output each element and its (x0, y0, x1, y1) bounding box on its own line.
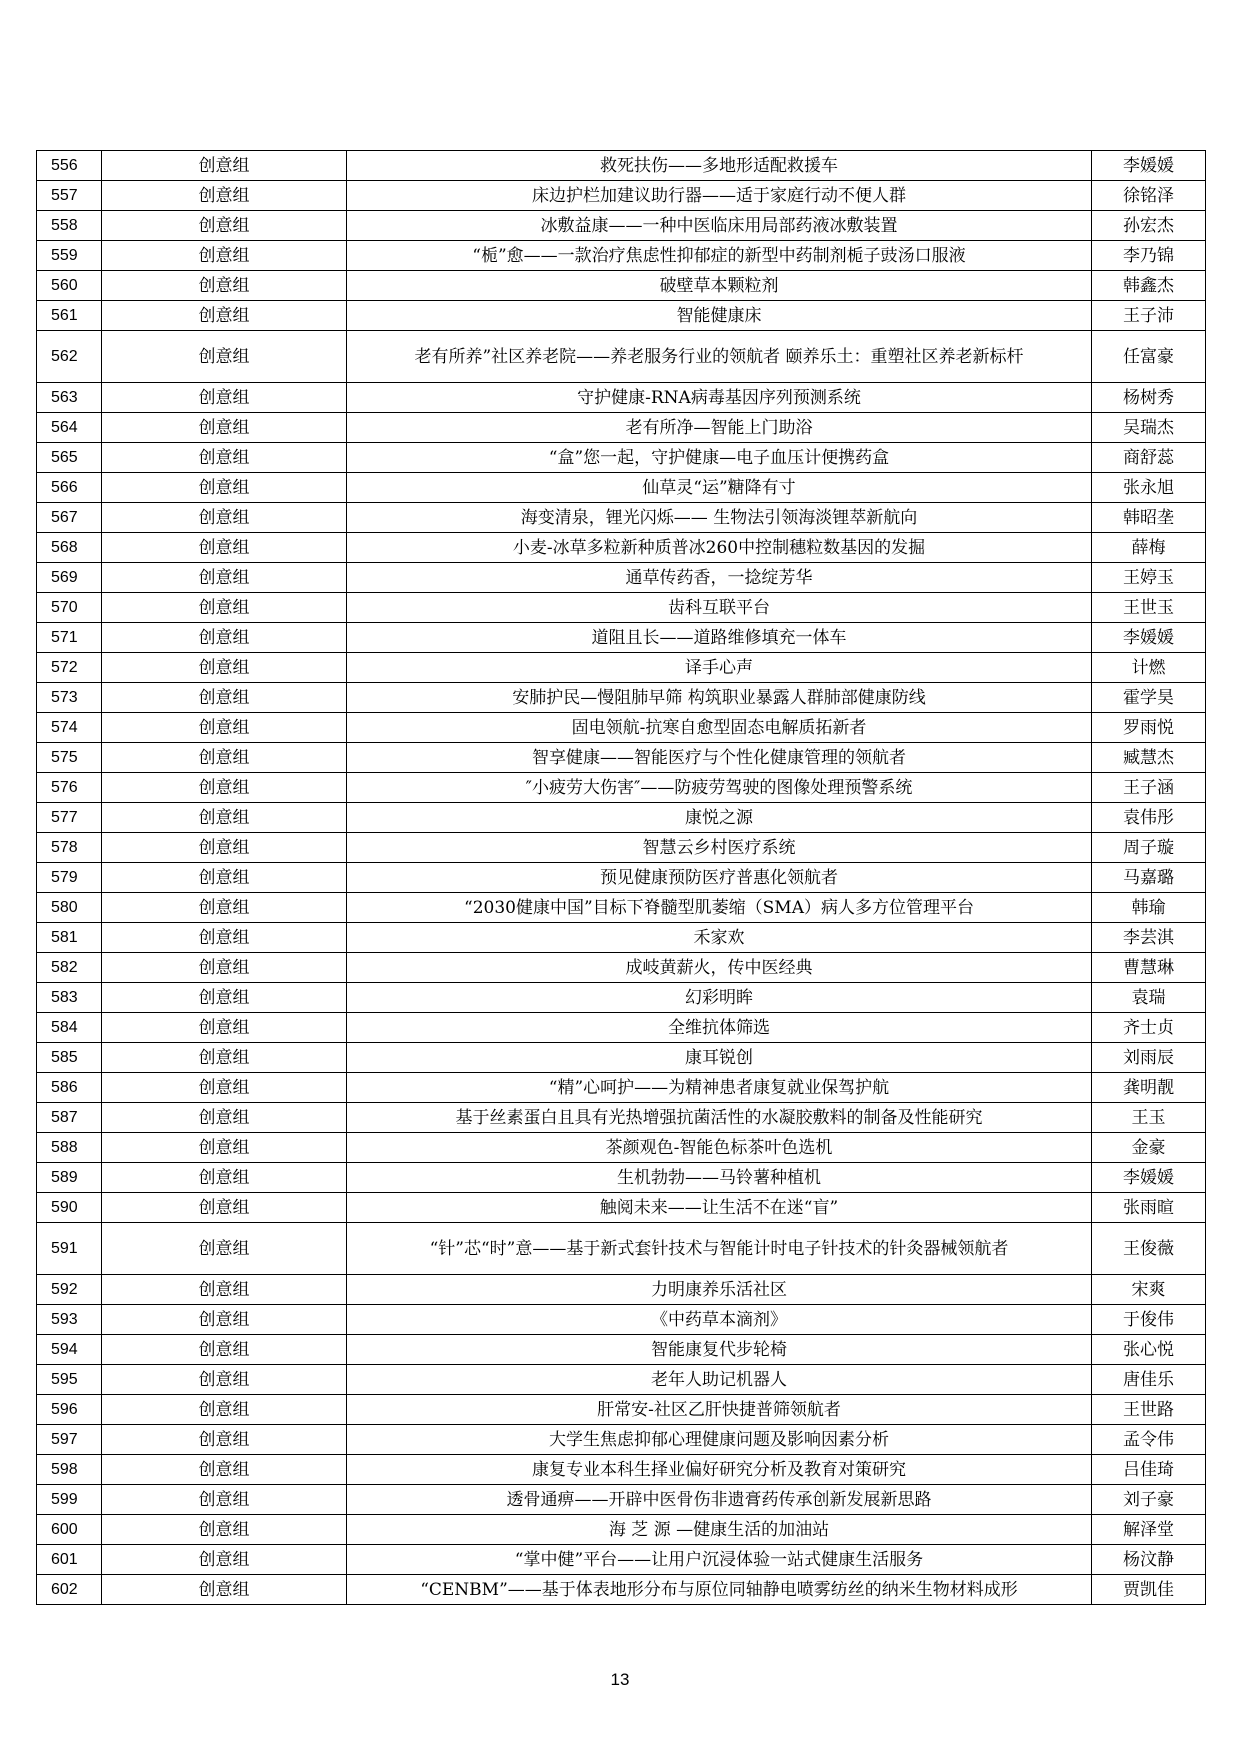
project-name-cell: 老有所净—智能上门助浴 (347, 413, 1092, 443)
row-number-cell: 599 (37, 1485, 102, 1515)
table-row (37, 923, 1206, 953)
group-cell: 创意组 (102, 211, 347, 241)
project-name-cell: 智慧云乡村医疗系统 (347, 833, 1092, 863)
table-body (37, 151, 1206, 1605)
table-row (37, 1133, 1206, 1163)
table-row (37, 1515, 1206, 1545)
group-cell: 创意组 (102, 563, 347, 593)
leader-name-cell: 李媛媛 (1092, 151, 1206, 181)
group-cell: 创意组 (102, 1223, 347, 1275)
leader-name-cell: 计燃 (1092, 653, 1206, 683)
project-name-cell: 力明康养乐活社区 (347, 1275, 1092, 1305)
leader-name-cell: 吕佳琦 (1092, 1455, 1206, 1485)
project-name-cell: 床边护栏加建议助行器——适于家庭行动不便人群 (347, 181, 1092, 211)
project-name-cell: “盒”您一起，守护健康—电子血压计便携药盒 (347, 443, 1092, 473)
table-row (37, 953, 1206, 983)
table-row (37, 473, 1206, 503)
project-name-cell: “2030健康中国”目标下脊髓型肌萎缩（SMA）病人多方位管理平台 (347, 893, 1092, 923)
table-row (37, 1545, 1206, 1575)
group-cell: 创意组 (102, 181, 347, 211)
table-row (37, 713, 1206, 743)
row-number-cell: 558 (37, 211, 102, 241)
table-row (37, 683, 1206, 713)
row-number-cell: 574 (37, 713, 102, 743)
group-cell: 创意组 (102, 1425, 347, 1455)
group-cell: 创意组 (102, 1133, 347, 1163)
table-row (37, 443, 1206, 473)
group-cell: 创意组 (102, 713, 347, 743)
table-row (37, 833, 1206, 863)
group-cell: 创意组 (102, 151, 347, 181)
leader-name-cell: 刘雨辰 (1092, 1043, 1206, 1073)
row-number-cell: 588 (37, 1133, 102, 1163)
leader-name-cell: 张雨暄 (1092, 1193, 1206, 1223)
leader-name-cell: 王子沛 (1092, 301, 1206, 331)
project-name-cell: 预见健康预防医疗普惠化领航者 (347, 863, 1092, 893)
leader-name-cell: 张心悦 (1092, 1335, 1206, 1365)
project-name-cell: 译手心声 (347, 653, 1092, 683)
project-name-cell: 成岐黄薪火，传中医经典 (347, 953, 1092, 983)
leader-name-cell: 任富豪 (1092, 331, 1206, 383)
project-name-cell: 救死扶伤——多地形适配救援车 (347, 151, 1092, 181)
row-number-cell: 556 (37, 151, 102, 181)
group-cell: 创意组 (102, 1163, 347, 1193)
group-cell: 创意组 (102, 983, 347, 1013)
row-number-cell: 586 (37, 1073, 102, 1103)
project-name-cell: “掌中健”平台——让用户沉浸体验一站式健康生活服务 (347, 1545, 1092, 1575)
project-name-cell: 安肺护民—慢阻肺早筛 构筑职业暴露人群肺部健康防线 (347, 683, 1092, 713)
table-row (37, 1335, 1206, 1365)
table-row (37, 1365, 1206, 1395)
project-name-cell: “精”心呵护——为精神患者康复就业保驾护航 (347, 1073, 1092, 1103)
row-number-cell: 590 (37, 1193, 102, 1223)
row-number-cell: 567 (37, 503, 102, 533)
group-cell: 创意组 (102, 473, 347, 503)
table-row (37, 1425, 1206, 1455)
project-name-cell: 大学生焦虑抑郁心理健康问题及影响因素分析 (347, 1425, 1092, 1455)
group-cell: 创意组 (102, 623, 347, 653)
group-cell: 创意组 (102, 833, 347, 863)
group-cell: 创意组 (102, 301, 347, 331)
project-name-cell: 康耳锐创 (347, 1043, 1092, 1073)
project-name-cell: 老年人助记机器人 (347, 1365, 1092, 1395)
table-row (37, 893, 1206, 923)
row-number-cell: 557 (37, 181, 102, 211)
group-cell: 创意组 (102, 953, 347, 983)
leader-name-cell: 韩鑫杰 (1092, 271, 1206, 301)
table-row (37, 413, 1206, 443)
group-cell: 创意组 (102, 1103, 347, 1133)
leader-name-cell: 王俊薇 (1092, 1223, 1206, 1275)
table-row (37, 743, 1206, 773)
project-name-cell: “CENBM”——基于体表地形分布与原位同轴静电喷雾纺丝的纳米生物材料成形 (347, 1575, 1092, 1605)
row-number-cell: 591 (37, 1223, 102, 1275)
table-row (37, 331, 1206, 383)
project-name-cell: 生机勃勃——马铃薯种植机 (347, 1163, 1092, 1193)
table-row (37, 1305, 1206, 1335)
leader-name-cell: 李乃锦 (1092, 241, 1206, 271)
leader-name-cell: 宋爽 (1092, 1275, 1206, 1305)
row-number-cell: 594 (37, 1335, 102, 1365)
group-cell: 创意组 (102, 1455, 347, 1485)
project-name-cell: 固电领航-抗寒自愈型固态电解质拓新者 (347, 713, 1092, 743)
project-name-cell: 触阅未来——让生活不在迷“盲” (347, 1193, 1092, 1223)
leader-name-cell: 张永旭 (1092, 473, 1206, 503)
leader-name-cell: 臧慧杰 (1092, 743, 1206, 773)
group-cell: 创意组 (102, 443, 347, 473)
group-cell: 创意组 (102, 893, 347, 923)
row-number-cell: 572 (37, 653, 102, 683)
project-name-cell: 幻彩明眸 (347, 983, 1092, 1013)
row-number-cell: 589 (37, 1163, 102, 1193)
leader-name-cell: 罗雨悦 (1092, 713, 1206, 743)
row-number-cell: 569 (37, 563, 102, 593)
row-number-cell: 570 (37, 593, 102, 623)
row-number-cell: 595 (37, 1365, 102, 1395)
project-name-cell: ″小疲劳大伤害″——防疲劳驾驶的图像处理预警系统 (347, 773, 1092, 803)
project-name-cell: 智能康复代步轮椅 (347, 1335, 1092, 1365)
group-cell: 创意组 (102, 1515, 347, 1545)
group-cell: 创意组 (102, 503, 347, 533)
group-cell: 创意组 (102, 383, 347, 413)
project-name-cell: 肝常安-社区乙肝快捷普筛领航者 (347, 1395, 1092, 1425)
leader-name-cell: 龚明靓 (1092, 1073, 1206, 1103)
leader-name-cell: 解泽堂 (1092, 1515, 1206, 1545)
project-name-cell: 全维抗体筛选 (347, 1013, 1092, 1043)
leader-name-cell: 徐铭泽 (1092, 181, 1206, 211)
group-cell: 创意组 (102, 533, 347, 563)
table-row (37, 803, 1206, 833)
row-number-cell: 583 (37, 983, 102, 1013)
project-name-cell: 破壁草本颗粒剂 (347, 271, 1092, 301)
row-number-cell: 600 (37, 1515, 102, 1545)
project-name-cell: 智能健康床 (347, 301, 1092, 331)
project-name-cell: “针”芯“时”意——基于新式套针技术与智能计时电子针技术的针灸器械领航者 (347, 1223, 1092, 1275)
leader-name-cell: 袁瑞 (1092, 983, 1206, 1013)
table-row (37, 1163, 1206, 1193)
page-number: 13 (610, 1670, 630, 1689)
group-cell: 创意组 (102, 1395, 347, 1425)
leader-name-cell: 韩瑜 (1092, 893, 1206, 923)
project-name-cell: 《中药草本滴剂》 (347, 1305, 1092, 1335)
project-name-cell: 海 芝 源 —健康生活的加油站 (347, 1515, 1092, 1545)
project-name-cell: 道阻且长——道路维修填充一体车 (347, 623, 1092, 653)
group-cell: 创意组 (102, 413, 347, 443)
table-row (37, 1223, 1206, 1275)
table-row (37, 1043, 1206, 1073)
table-row (37, 653, 1206, 683)
table-row (37, 211, 1206, 241)
row-number-cell: 566 (37, 473, 102, 503)
row-number-cell: 601 (37, 1545, 102, 1575)
leader-name-cell: 唐佳乐 (1092, 1365, 1206, 1395)
table-row (37, 1395, 1206, 1425)
leader-name-cell: 周子璇 (1092, 833, 1206, 863)
project-name-cell: 透骨通痹——开辟中医骨伤非遗膏药传承创新发展新思路 (347, 1485, 1092, 1515)
project-name-cell: 小麦-冰草多粒新种质普冰260中控制穗粒数基因的发掘 (347, 533, 1092, 563)
row-number-cell: 584 (37, 1013, 102, 1043)
row-number-cell: 561 (37, 301, 102, 331)
row-number-cell: 579 (37, 863, 102, 893)
leader-name-cell: 曹慧琳 (1092, 953, 1206, 983)
group-cell: 创意组 (102, 1365, 347, 1395)
project-name-cell: “栀”愈——一款治疗焦虑性抑郁症的新型中药制剂栀子豉汤口服液 (347, 241, 1092, 271)
group-cell: 创意组 (102, 863, 347, 893)
row-number-cell: 593 (37, 1305, 102, 1335)
table-row (37, 593, 1206, 623)
table-row (37, 533, 1206, 563)
group-cell: 创意组 (102, 331, 347, 383)
group-cell: 创意组 (102, 923, 347, 953)
row-number-cell: 564 (37, 413, 102, 443)
project-name-cell: 康复专业本科生择业偏好研究分析及教育对策研究 (347, 1455, 1092, 1485)
group-cell: 创意组 (102, 683, 347, 713)
row-number-cell: 565 (37, 443, 102, 473)
project-name-cell: 康悦之源 (347, 803, 1092, 833)
group-cell: 创意组 (102, 1575, 347, 1605)
table-row (37, 773, 1206, 803)
group-cell: 创意组 (102, 743, 347, 773)
leader-name-cell: 王玉 (1092, 1103, 1206, 1133)
row-number-cell: 587 (37, 1103, 102, 1133)
project-name-cell: 禾家欢 (347, 923, 1092, 953)
group-cell: 创意组 (102, 1193, 347, 1223)
table-row (37, 1575, 1206, 1605)
table-row (37, 1193, 1206, 1223)
row-number-cell: 597 (37, 1425, 102, 1455)
leader-name-cell: 袁伟彤 (1092, 803, 1206, 833)
group-cell: 创意组 (102, 1545, 347, 1575)
leader-name-cell: 马嘉璐 (1092, 863, 1206, 893)
project-name-cell: 基于丝素蛋白且具有光热增强抗菌活性的水凝胶敷料的制备及性能研究 (347, 1103, 1092, 1133)
leader-name-cell: 王世玉 (1092, 593, 1206, 623)
leader-name-cell: 孙宏杰 (1092, 211, 1206, 241)
table-row (37, 383, 1206, 413)
leader-name-cell: 李媛媛 (1092, 1163, 1206, 1193)
project-name-cell: 仙草灵“运”糖降有寸 (347, 473, 1092, 503)
table-row (37, 1275, 1206, 1305)
row-number-cell: 596 (37, 1395, 102, 1425)
project-name-cell: 茶颜观色-智能色标茶叶色选机 (347, 1133, 1092, 1163)
award-list-table (36, 150, 1206, 1605)
group-cell: 创意组 (102, 773, 347, 803)
leader-name-cell: 齐士贞 (1092, 1013, 1206, 1043)
project-name-cell: 老有所养”社区养老院——养老服务行业的领航者 颐养乐土：重塑社区养老新标杆 (347, 331, 1092, 383)
row-number-cell: 576 (37, 773, 102, 803)
table-row (37, 503, 1206, 533)
table-row (37, 863, 1206, 893)
table-row (37, 623, 1206, 653)
leader-name-cell: 霍学昊 (1092, 683, 1206, 713)
row-number-cell: 578 (37, 833, 102, 863)
table-row (37, 1073, 1206, 1103)
project-name-cell: 齿科互联平台 (347, 593, 1092, 623)
group-cell: 创意组 (102, 1073, 347, 1103)
leader-name-cell: 杨汶静 (1092, 1545, 1206, 1575)
project-name-cell: 通草传药香，一捻绽芳华 (347, 563, 1092, 593)
group-cell: 创意组 (102, 803, 347, 833)
group-cell: 创意组 (102, 1043, 347, 1073)
row-number-cell: 571 (37, 623, 102, 653)
group-cell: 创意组 (102, 1305, 347, 1335)
group-cell: 创意组 (102, 1335, 347, 1365)
leader-name-cell: 李媛媛 (1092, 623, 1206, 653)
project-name-cell: 冰敷益康——一种中医临床用局部药液冰敷装置 (347, 211, 1092, 241)
table-row (37, 181, 1206, 211)
row-number-cell: 585 (37, 1043, 102, 1073)
leader-name-cell: 商舒蕊 (1092, 443, 1206, 473)
group-cell: 创意组 (102, 1013, 347, 1043)
project-name-cell: 守护健康-RNA病毒基因序列预测系统 (347, 383, 1092, 413)
leader-name-cell: 金豪 (1092, 1133, 1206, 1163)
table-row (37, 1455, 1206, 1485)
row-number-cell: 577 (37, 803, 102, 833)
table-row (37, 241, 1206, 271)
group-cell: 创意组 (102, 593, 347, 623)
group-cell: 创意组 (102, 271, 347, 301)
table-row (37, 1013, 1206, 1043)
row-number-cell: 559 (37, 241, 102, 271)
leader-name-cell: 孟令伟 (1092, 1425, 1206, 1455)
table-row (37, 983, 1206, 1013)
row-number-cell: 560 (37, 271, 102, 301)
table-row (37, 151, 1206, 181)
table-row (37, 301, 1206, 331)
project-name-cell: 智享健康——智能医疗与个性化健康管理的领航者 (347, 743, 1092, 773)
table-row (37, 563, 1206, 593)
leader-name-cell: 刘子豪 (1092, 1485, 1206, 1515)
table-row (37, 271, 1206, 301)
group-cell: 创意组 (102, 653, 347, 683)
leader-name-cell: 李芸淇 (1092, 923, 1206, 953)
leader-name-cell: 于俊伟 (1092, 1305, 1206, 1335)
group-cell: 创意组 (102, 1275, 347, 1305)
row-number-cell: 562 (37, 331, 102, 383)
project-name-cell: 海变清泉，锂光闪烁—— 生物法引领海淡锂萃新航向 (347, 503, 1092, 533)
row-number-cell: 575 (37, 743, 102, 773)
row-number-cell: 592 (37, 1275, 102, 1305)
row-number-cell: 568 (37, 533, 102, 563)
leader-name-cell: 杨树秀 (1092, 383, 1206, 413)
leader-name-cell: 王婷玉 (1092, 563, 1206, 593)
leader-name-cell: 王子涵 (1092, 773, 1206, 803)
row-number-cell: 563 (37, 383, 102, 413)
leader-name-cell: 韩昭垄 (1092, 503, 1206, 533)
table-row (37, 1485, 1206, 1515)
row-number-cell: 573 (37, 683, 102, 713)
table-row (37, 1103, 1206, 1133)
group-cell: 创意组 (102, 241, 347, 271)
row-number-cell: 602 (37, 1575, 102, 1605)
row-number-cell: 580 (37, 893, 102, 923)
row-number-cell: 598 (37, 1455, 102, 1485)
row-number-cell: 582 (37, 953, 102, 983)
row-number-cell: 581 (37, 923, 102, 953)
leader-name-cell: 吴瑞杰 (1092, 413, 1206, 443)
leader-name-cell: 薛梅 (1092, 533, 1206, 563)
leader-name-cell: 王世路 (1092, 1395, 1206, 1425)
leader-name-cell: 贾凯佳 (1092, 1575, 1206, 1605)
group-cell: 创意组 (102, 1485, 347, 1515)
